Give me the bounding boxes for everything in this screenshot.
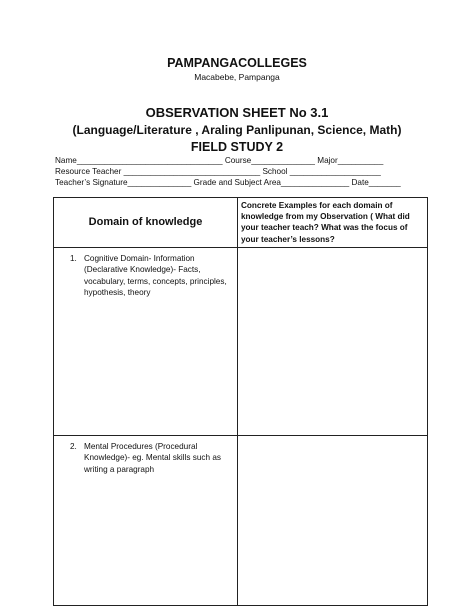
sheet-title: OBSERVATION SHEET No 3.1 — [145, 105, 329, 120]
domain-description: Mental Procedures (Procedural Knowledge)- eg. Mental skills such as writing a paragraph — [84, 441, 221, 474]
name-course-major-line: Name________________________________ Course______________ Major__________ — [55, 156, 384, 165]
signature-grade-date-line: Teacher’s Signature______________ Grade and Subject Area_______________ Date_______ — [55, 178, 401, 187]
observation-table — [53, 197, 428, 606]
domain-cell — [54, 247, 238, 435]
examples-cell[interactable] — [238, 435, 428, 605]
domain-description: Cognitive Domain- Information (Declarative Knowledge)- Facts, vocabulary, terms, concepts, principles, hypothesis, theory — [84, 253, 227, 298]
sheet-subjects: (Language/Literature , Araling Panlipunan, Science, Math) — [72, 123, 402, 137]
domain-column-header: Domain of knowledge — [54, 198, 238, 248]
sheet-course: FIELD STUDY 2 — [190, 140, 284, 154]
teacher-school-line: Resource Teacher ______________________________ School ____________________ — [55, 167, 381, 176]
domain-cell — [54, 435, 238, 605]
school-name: PAMPANGACOLLEGES — [167, 56, 307, 70]
examples-cell[interactable] — [238, 247, 428, 435]
item-number: 2. — [70, 441, 77, 451]
school-address: Macabebe, Pampanga — [194, 72, 280, 82]
table-header-row — [54, 198, 428, 248]
item-number: 1. — [70, 253, 77, 263]
table-row — [54, 435, 428, 605]
table-row — [54, 247, 428, 435]
examples-column-header: Concrete Examples for each domain of knowledge from my Observation ( What did your teacher teach? What was the focus of your teacher’s lessons? — [238, 198, 428, 248]
